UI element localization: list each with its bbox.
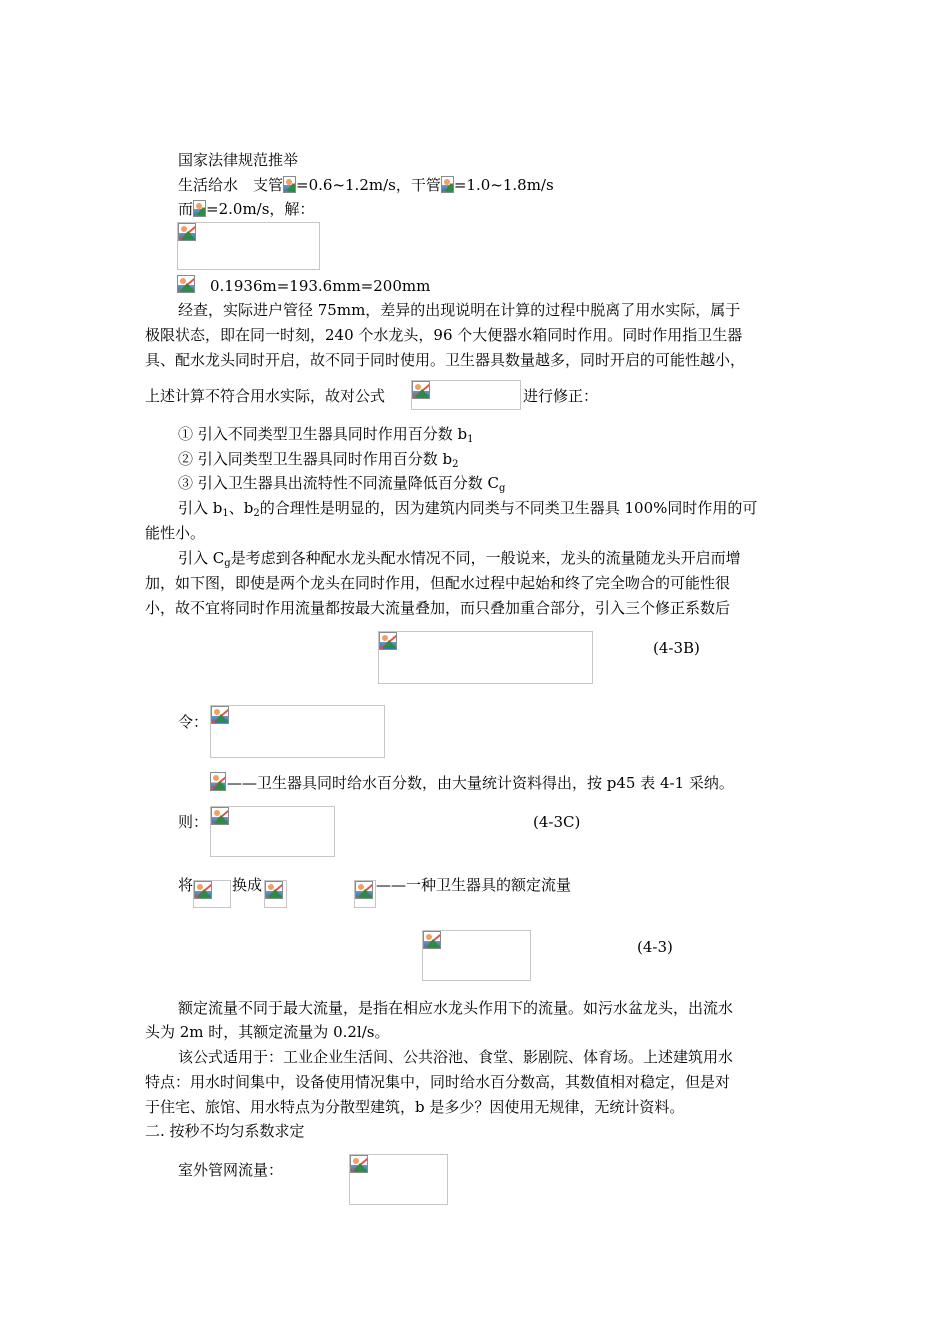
section-heading: 二. 按秒不均匀系数求定 — [145, 1122, 305, 1140]
broken-image-icon — [265, 881, 283, 899]
paragraph-line: 将 — [178, 876, 194, 894]
subscript: 2 — [452, 459, 459, 470]
text: ③ 引入卫生器具出流特性不同流量降低百分数 C — [178, 474, 500, 492]
paragraph-line: 能性小。 — [145, 524, 206, 542]
broken-image-icon — [210, 772, 226, 791]
broken-image-icon — [423, 931, 441, 949]
text: 而 — [178, 200, 194, 218]
formula-image-box — [177, 222, 320, 270]
equation-number: (4-3B) — [653, 639, 700, 657]
list-item — [178, 449, 459, 475]
velocity-line-2 — [178, 199, 314, 219]
broken-image-icon — [194, 881, 212, 899]
text: ② 引入同类型卫生器具同时作用百分数 b — [178, 450, 453, 468]
broken-image-icon — [211, 807, 229, 825]
formula-image-box — [193, 880, 231, 908]
velocity-line — [178, 175, 554, 195]
paragraph-line: 经查，实际进户管径 75mm，差异的出现说明在计算的过程中脱离了用水实际，属于 — [178, 301, 741, 319]
broken-image-icon — [283, 176, 296, 193]
list-item — [178, 473, 505, 499]
broken-image-icon — [177, 275, 195, 293]
formula-image-box — [354, 880, 376, 908]
paragraph-line: 室外管网流量： — [178, 1161, 284, 1179]
paragraph-line: 头为 2m 时，其额定流量为 0.2l/s。 — [145, 1023, 390, 1041]
paragraph-line: 特点：用水时间集中，设备使用情况集中，同时给水百分数高，其数值相对稳定，但是对 — [145, 1073, 731, 1091]
paragraph-line — [178, 498, 757, 524]
list-item — [178, 424, 474, 450]
paragraph-line: ——一种卫生器具的额定流量 — [376, 876, 572, 894]
paragraph-line — [178, 548, 741, 574]
paragraph-line: 小，故不宜将同时作用流量都按最大流量叠加，而只叠加重合部分，引入三个修正系数后 — [145, 599, 731, 617]
paragraph-line: 该公式适用于：工业企业生活间、公共浴池、食堂、影剧院、体育场。上述建筑用水 — [178, 1048, 734, 1066]
paragraph-line: 于住宅、旅馆、用水特点为分散型建筑，b 是多少？因使用无规律，无统计资料。 — [145, 1098, 685, 1116]
formula-image-box — [210, 705, 385, 758]
paragraph-line: 额定流量不同于最大流量，是指在相应水龙头作用下的流量。如污水盆龙头，出流水 — [178, 999, 734, 1017]
paragraph-line: ——卫生器具同时给水百分数，由大量统计资料得出，按 p45 表 4-1 采纳。 — [227, 774, 734, 792]
subscript: 2 — [253, 508, 260, 519]
paragraph-line: 加，如下图，即使是两个龙头在同时作用，但配水过程中起始和终了完全吻合的可能性很 — [145, 574, 731, 592]
paragraph-line: 具、配水龙头同时开启，故不同于同时使用。卫生器具数量越多，同时开启的可能性越小， — [145, 351, 746, 369]
text: =2.0m/s，解： — [206, 200, 315, 218]
formula-image-box — [422, 930, 531, 981]
text: 是考虑到各种配水龙头配水情况不同，一般说来，龙头的流量随龙头开启而增 — [230, 549, 741, 567]
broken-image-icon — [193, 200, 206, 217]
paragraph-line: 换成 — [232, 876, 263, 894]
formula-image-box — [349, 1154, 448, 1205]
broken-image-icon — [350, 1155, 368, 1173]
broken-image-icon — [441, 176, 454, 193]
text: 的合理性是明显的，因为建筑内同类与不同类卫生器具 100%同时作用的可 — [259, 499, 758, 517]
text: ① 引入不同类型卫生器具同时作用百分数 b — [178, 425, 468, 443]
paragraph-line: 令： — [178, 713, 209, 731]
broken-image-icon — [355, 881, 373, 899]
paragraph-line: 极限状态，即在同一时刻，240 个水龙头，96 个大便器水箱同时作用。同时作用指卫生器 — [145, 326, 743, 344]
broken-image-icon — [178, 223, 196, 241]
subscript: g — [499, 483, 506, 494]
broken-image-icon — [412, 381, 430, 399]
paragraph-line: 则： — [178, 813, 209, 831]
subscript: 1 — [467, 434, 474, 445]
text: 上述计算不符合用水实际，故对公式 — [145, 387, 386, 405]
text: 生活给水 支管 — [178, 176, 284, 194]
formula-image-box — [378, 631, 593, 684]
formula-image-box — [210, 806, 335, 857]
text: 引入 C — [178, 549, 225, 567]
equation-number: (4-3) — [637, 938, 673, 956]
broken-image-icon — [379, 632, 397, 650]
formula-image-box — [411, 380, 521, 410]
text: 、b — [228, 499, 254, 517]
paragraph-line: 进行修正： — [523, 387, 599, 405]
result-line: 0.1936m=193.6mm=200mm — [210, 277, 431, 295]
subscript: 1 — [222, 508, 229, 519]
subscript: g — [224, 558, 231, 569]
text: =0.6~1.2m/s，干管 — [296, 176, 441, 194]
text: =1.0~1.8m/s — [453, 176, 554, 194]
text: 引入 b — [178, 499, 223, 517]
heading-line: 国家法律规范推举 — [178, 151, 299, 169]
broken-image-icon — [211, 706, 229, 724]
formula-image-box — [264, 880, 287, 908]
paragraph-line — [145, 386, 385, 406]
equation-number: (4-3C) — [533, 813, 581, 831]
